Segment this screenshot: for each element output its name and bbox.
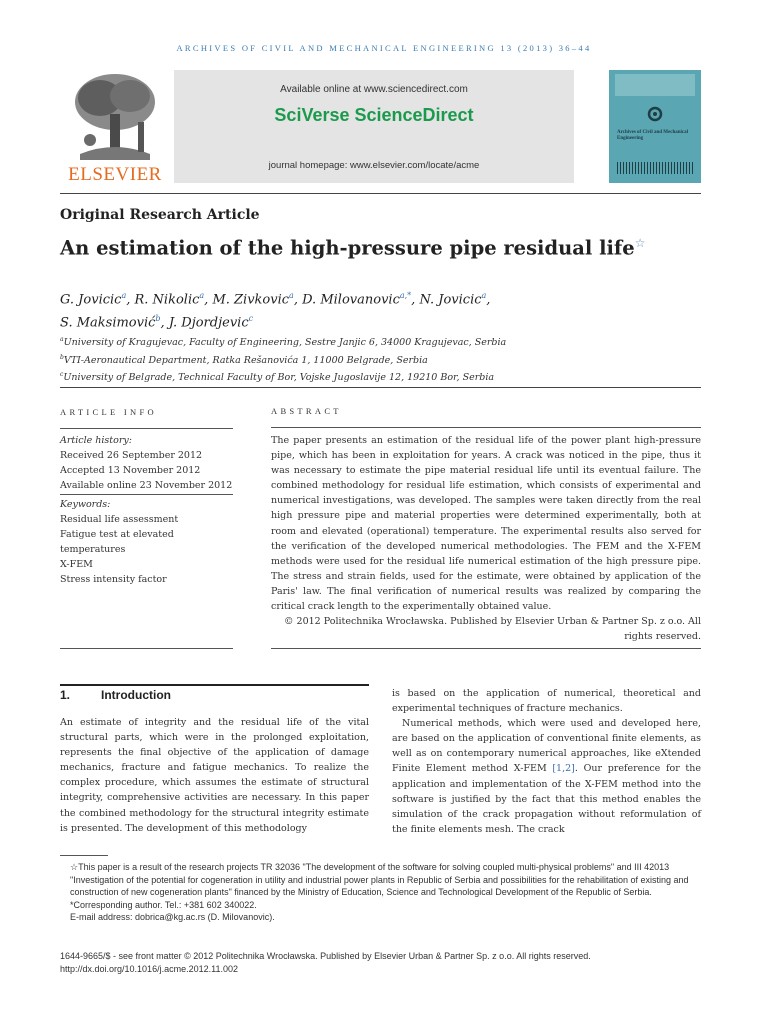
gear-icon [645, 104, 665, 124]
article-info-rule [60, 428, 233, 429]
cover-barcode [617, 162, 693, 174]
paper-title [60, 236, 645, 260]
star-icon: ☆ [70, 862, 79, 872]
author[interactable]: M. Zivkovic [212, 292, 290, 308]
section-number: 1. [60, 688, 71, 702]
section-divider [60, 387, 701, 388]
elsevier-tree-icon [60, 70, 170, 164]
publisher-name: ELSEVIER [68, 164, 162, 185]
author-affil-mark: a [121, 291, 127, 300]
keyword: Fatigue test at elevated [60, 529, 174, 540]
front-matter [60, 950, 701, 975]
abstract-body: The paper presents an estimation of the residual life of the power plant high-pressure pipe, which has been in exploitation for years. A crack was noticed in the pipe, thus it was necessary to estimate the pipe material residual life until its eventual failure. The combined methodology for residual life estimation, which consists of experimental and numerical investigations, was developed. The samples were taken directly from the real high pressure pipe and material properties were determined experimentally, both at room and elevated (operational) temperature. The experimental results also served for the verification of the developed numerical methodologies. The FEM and the X-FEM methods were used for the residual life numerical estimation of the high pressure pipe. The stress and strain fields, used for the estimate, were obtained by application of the Paris' law. The final verification of numerical results was realized by comparing the critical crack length to the experimentally obtained value. [271, 435, 701, 613]
affiliation-text: University of Belgrade, Technical Faculty of Bor, Vojske Jugoslavije 12, 19210 Bor, Serbia [63, 372, 495, 384]
keyword: Stress intensity factor [60, 574, 167, 585]
author-affil-mark: a [481, 291, 487, 300]
intro-left-column: An estimate of integrity and the residual life of the vital structural parts, which were in the prolonged exploitation, represents the final objective of the application of damage mechanics, fracture and fatigue mechanics. To realize the complex procedure, which assumes the estimate of structural integrity, comprehensive activities are necessary. In this paper the combined methodology for the structural integrity estimate is presented. The development of this methodology [60, 717, 369, 834]
keyword: X-FEM [60, 559, 93, 570]
info-divider [60, 494, 233, 495]
received-date: Received 26 September 2012 [60, 450, 203, 461]
affiliation-mark: a [60, 336, 64, 343]
footnotes [60, 861, 701, 924]
sciencedirect-brand: SciVerse ScienceDirect [274, 105, 474, 125]
author[interactable]: J. Djordjevic [168, 315, 249, 331]
abstract-rule [271, 427, 701, 428]
keyword: Residual life assessment [60, 514, 179, 525]
author[interactable]: D. Milovanovic [302, 292, 400, 308]
elsevier-logo [60, 70, 170, 186]
author-affil-mark: a,* [399, 291, 412, 300]
cover-header-block [615, 74, 695, 96]
abstract-copyright: © 2012 Politechnika Wrocławska. Published by Elsevier Urban & Partner Sp. z o.o. All rights reserved. [284, 616, 701, 643]
paragraph-text: . Our preference for the application and implementation of the X-FEM method into the software is justified by the fact that this method enables the simulation of the crack propagation without reformulation of the finite elements mesh. The crack [392, 763, 701, 835]
author[interactable]: N. Jovicic [419, 292, 482, 308]
intro-rule [60, 684, 369, 686]
section-title: Introduction [101, 688, 171, 702]
abstract [271, 433, 701, 644]
footnote-rule [60, 855, 108, 856]
keyword: temperatures [60, 544, 126, 555]
journal-homepage-link[interactable]: journal homepage: www.elsevier.com/locate/acme [268, 160, 480, 171]
affiliation-mark: c [60, 371, 64, 379]
abstract-label: ABSTRACT [271, 406, 342, 416]
cover-title: Archives of Civil and Mechanical Engineering [617, 130, 689, 141]
funding-text: This paper is a result of the research projects TR 32036 "The development of the software for solving coupled multi-physical problems" and III 42013 "Investigation of the potential for cogeneration in utility and industrial power plants in Republic of Serbia and possibilities for the rehabilitation of existing and construction of new cogeneration plants" financed by the Ministry of Education, Science and Technological Development of the Republic of Serbia. [70, 862, 689, 898]
author-list: G. Jovicic$^a$, R. Nikolic$^a$, M. Zivkovic$^a$, D. Milovanovic$^{a,*}$, N. Jovicic$^a$, S. Maksimović$^b$, J. Djordjevic$^c$ [60, 291, 491, 331]
history-label: Article history: [60, 435, 132, 446]
section-heading [60, 688, 171, 702]
available-online-text: Available online at www.sciencedirect.com [280, 84, 468, 95]
affiliations [60, 333, 700, 386]
available-date: Available online 23 November 2012 [60, 480, 233, 491]
email-address[interactable]: E-mail address: dobrica@kg.ac.rs (D. Milovanovic). [70, 912, 275, 923]
paragraph-text: Numerical methods, which were used and developed here, are based on the application of conventional finite elements, as well as on contemporary numerical approaches, like eXtended Finite Element method X-FEM [392, 718, 701, 775]
header-divider [60, 193, 701, 194]
affiliation-mark: b [60, 353, 64, 361]
affiliation-text: VTI-Aeronautical Department, Ratka Rešanovića 1, 11000 Belgrade, Serbia [63, 354, 428, 366]
paragraph [392, 716, 701, 837]
citation-link[interactable]: [1,2] [552, 763, 575, 775]
affiliation-item [60, 333, 700, 351]
article-info [60, 433, 233, 587]
author-affil-mark: a [289, 291, 294, 300]
author-affil-mark: c [248, 314, 254, 324]
author-affil-mark: b [155, 314, 161, 324]
star-icon: ☆ [634, 236, 646, 250]
corresponding-author: *Corresponding author. Tel.: +381 602 340022. [70, 899, 257, 910]
affiliation-text: University of Kragujevac, Faculty of Engineering, Sestre Janjic 6, 34000 Kragujevac, Serbia [63, 337, 507, 349]
article-info-end-rule [60, 648, 233, 649]
paper-title-text: An estimation of the high-pressure pipe residual life [60, 236, 635, 260]
author[interactable]: G. Jovicic [60, 292, 122, 308]
article-info-label: ARTICLE INFO [60, 407, 157, 417]
affiliation-item [60, 351, 700, 369]
journal-cover [609, 70, 701, 183]
author[interactable]: R. Nikolic [134, 292, 200, 308]
intro-right-column [392, 686, 701, 837]
running-head: ARCHIVES OF CIVIL AND MECHANICAL ENGINEERING 13 (2013) 36–44 [176, 43, 592, 53]
affiliation-item [60, 368, 700, 386]
accepted-date: Accepted 13 November 2012 [60, 465, 201, 476]
sciencedirect-banner [174, 70, 574, 183]
author-affil-mark: a [199, 291, 205, 300]
author[interactable]: S. Maksimović [60, 315, 156, 331]
issn-line: 1644-9665/$ - see front matter © 2012 Politechnika Wrocławska. Published by Elsevier Urban & Partner Sp. z o.o. All rights reserved. [60, 951, 591, 961]
abstract-end-rule [271, 648, 701, 649]
funding-footnote [60, 861, 701, 899]
keywords-label: Keywords: [60, 499, 111, 510]
paragraph: is based on the application of numerical, theoretical and experimental techniques of fracture mechanics. [392, 688, 701, 715]
article-type: Original Research Article [60, 207, 260, 223]
doi-link[interactable]: http://dx.doi.org/10.1016/j.acme.2012.11.002 [60, 963, 238, 974]
